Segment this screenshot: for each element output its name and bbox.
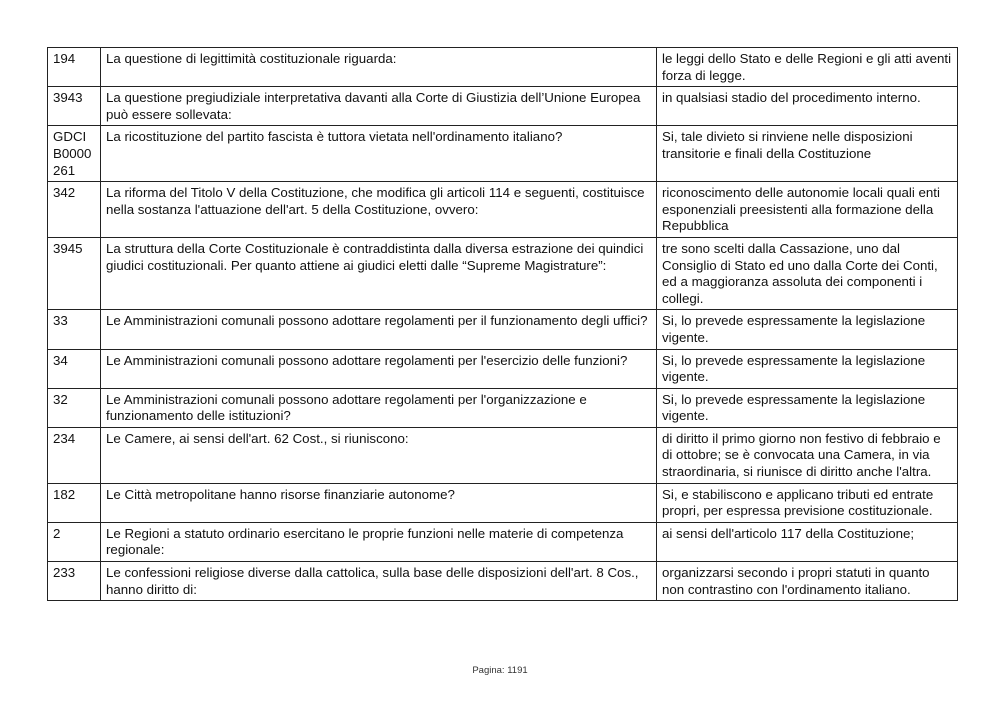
question-id-cell: 3945 xyxy=(48,237,101,309)
question-text-cell: La questione di legittimità costituzionale riguarda: xyxy=(101,48,657,87)
answer-text-cell: in qualsiasi stadio del procedimento interno. xyxy=(657,87,958,126)
questions-table xyxy=(47,47,958,601)
answer-text-cell: Si, tale divieto si rinviene nelle disposizioni transitorie e finali della Costituzione xyxy=(657,126,958,182)
question-text-cell: Le Regioni a statuto ordinario esercitano le proprie funzioni nelle materie di competenza regionale: xyxy=(101,522,657,561)
answer-text-cell: Si, e stabiliscono e applicano tributi ed entrate propri, per espressa previsione costituzionale. xyxy=(657,483,958,522)
question-id-cell: GDCIB0000261 xyxy=(48,126,101,182)
question-text-cell: Le Amministrazioni comunali possono adottare regolamenti per il funzionamento degli uffici? xyxy=(101,310,657,349)
answer-text-cell: Si, lo prevede espressamente la legislazione vigente. xyxy=(657,388,958,427)
answer-text-cell: Si, lo prevede espressamente la legislazione vigente. xyxy=(657,349,958,388)
question-id-cell: 234 xyxy=(48,427,101,483)
question-id-cell: 32 xyxy=(48,388,101,427)
page-number: Pagina: 1191 xyxy=(472,665,528,676)
table-row xyxy=(48,522,958,561)
question-id-cell: 33 xyxy=(48,310,101,349)
question-id-cell: 34 xyxy=(48,349,101,388)
table-row xyxy=(48,427,958,483)
answer-text-cell: ai sensi dell'articolo 117 della Costituzione; xyxy=(657,522,958,561)
question-id-cell: 342 xyxy=(48,182,101,238)
question-id-cell: 233 xyxy=(48,562,101,601)
question-text-cell: La ricostituzione del partito fascista è tuttora vietata nell'ordinamento italiano? xyxy=(101,126,657,182)
answer-text-cell: le leggi dello Stato e delle Regioni e gli atti aventi forza di legge. xyxy=(657,48,958,87)
question-text-cell: Le confessioni religiose diverse dalla cattolica, sulla base delle disposizioni dell'art. 8 Cos., hanno diritto di: xyxy=(101,562,657,601)
table-row xyxy=(48,388,958,427)
table-row xyxy=(48,126,958,182)
answer-text-cell: Si, lo prevede espressamente la legislazione vigente. xyxy=(657,310,958,349)
question-id-cell: 182 xyxy=(48,483,101,522)
question-id-cell: 194 xyxy=(48,48,101,87)
question-text-cell: Le Amministrazioni comunali possono adottare regolamenti per l'esercizio delle funzioni? xyxy=(101,349,657,388)
question-text-cell: La struttura della Corte Costituzionale è contraddistinta dalla diversa estrazione dei quindici giudici costituzionali. Per quanto attiene ai giudici eletti dalle “Supreme Magistrature”: xyxy=(101,237,657,309)
question-text-cell: Le Città metropolitane hanno risorse finanziarie autonome? xyxy=(101,483,657,522)
table-row xyxy=(48,182,958,238)
answer-text-cell: riconoscimento delle autonomie locali quali enti esponenziali preesistenti alla formazione della Repubblica xyxy=(657,182,958,238)
answer-text-cell: organizzarsi secondo i propri statuti in quanto non contrastino con l'ordinamento italiano. xyxy=(657,562,958,601)
table-row xyxy=(48,87,958,126)
answer-text-cell: di diritto il primo giorno non festivo di febbraio e di ottobre; se è convocata una Camera, in via straordinaria, si riunisce di diritto anche l'altra. xyxy=(657,427,958,483)
question-text-cell: La questione pregiudiziale interpretativa davanti alla Corte di Giustizia dell’Unione Europea può essere sollevata: xyxy=(101,87,657,126)
question-text-cell: Le Camere, ai sensi dell'art. 62 Cost., si riuniscono: xyxy=(101,427,657,483)
table-row xyxy=(48,349,958,388)
table-row xyxy=(48,48,958,87)
answer-text-cell: tre sono scelti dalla Cassazione, uno dal Consiglio di Stato ed uno dalla Corte dei Conti, ed a maggioranza assoluta dei componenti i collegi. xyxy=(657,237,958,309)
question-text-cell: Le Amministrazioni comunali possono adottare regolamenti per l'organizzazione e funzionamento delle istituzioni? xyxy=(101,388,657,427)
question-text-cell: La riforma del Titolo V della Costituzione, che modifica gli articoli 114 e seguenti, costituisce nella sostanza l'attuazione dell'art. 5 della Costituzione, ovvero: xyxy=(101,182,657,238)
table-row xyxy=(48,237,958,309)
table-row xyxy=(48,483,958,522)
question-id-cell: 2 xyxy=(48,522,101,561)
table-row xyxy=(48,310,958,349)
questions-table-body xyxy=(48,48,958,601)
table-row xyxy=(48,562,958,601)
question-id-cell: 3943 xyxy=(48,87,101,126)
